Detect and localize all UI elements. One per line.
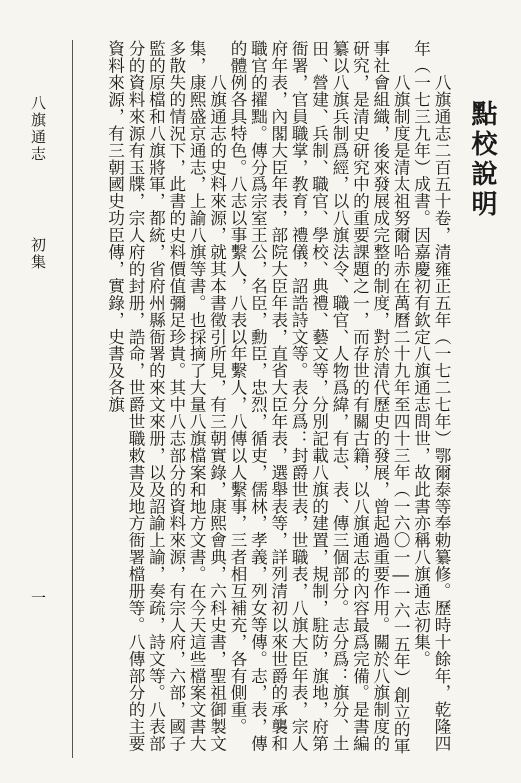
text-line: 職官的擢黜。傳分爲宗室王公，名臣，勳臣，忠烈，循吏，儒林，孝義，列女等傳。志，表，傳 (248, 40, 268, 752)
text-line: 研究，是清史研究中的重要課題之一，而存世的有關古籍，以八旗通志的內容最爲完備。是書編 (350, 40, 370, 752)
text-line: 纂以八旗兵制爲經，以八旗法令、職官、人物爲緯，有志、表、傳三個部分。志分爲：旗分、土 (330, 40, 349, 752)
text-line: 的體例各具特色。八志以事繫人，八表以年繫人，八傳以人繫事，三者相互補充，各有側重。 (228, 40, 247, 735)
text-line: 監的原檔和八旗將軍，都統，省府州縣衙署的來文來册，以及詔諭上諭，奏疏，詩文等。八表部 (146, 40, 166, 752)
text-line: 多散失的情況下，此書的史料價值彌足珍貴。其中八志部分的資料來源，有宗人府，六部，國子 (166, 40, 186, 752)
text-line: 府年表，內閣大臣年表，部院大臣年表，直省大臣年表，選舉表等，詳列清初以來世爵的承襲和 (268, 40, 288, 752)
margin-collection: 初集 (29, 237, 47, 271)
text-line: 八旗制度是清太祖努爾哈赤在萬曆二十九年至四十三年（一六〇一―一六一五年）創立的軍 (391, 40, 411, 755)
text-line: 事社會組織，後來發展成完整的制度，對於清代歷史的發展，曾起過重要作用。關於八旗制度的 (370, 40, 390, 752)
text-line: 集，康熙盛京通志，上諭八旗等書。也採摘了大量八旗檔案和地方文書。在今天這些檔案文書大 (187, 40, 207, 752)
text-line: 田、營建、兵制、職官、學校、典禮、藝文等，分別記載八旗的建置，規制，駐防，旗地，府第 (309, 40, 329, 752)
text-line: 分的資料來源有玉牒，宗人府的封册，誥命，世爵世職敕書及地方衙署檔册等。八傳部分的主要 (126, 40, 145, 752)
page-number: 一 (29, 590, 47, 605)
text-line: 資料來源，有三朝國史功臣傳，實錄，史書及各旗 (105, 40, 125, 413)
text-line: 八旗通志的史料來源，就其本書徵引所見，有三朝實錄，康熙會典，六科史書，聖祖御製文 (207, 40, 227, 752)
text-line: 年（一七三九年）成書。因嘉慶初有欽定八旗通志問世，故此書亦稱八旗通志初集。 (411, 40, 431, 668)
margin-rule (72, 40, 73, 758)
text-line: 衙署，官員職掌，教育，禮儀，詔誥詩文等。表分爲：封爵世表，世職表，八旗大臣年表，宗人 (289, 40, 309, 752)
text-line: 八旗通志二百五十卷，清雍正五年（一七二七年）鄂爾泰等奉勅纂修。歷時十餘年，乾隆四 (432, 40, 451, 752)
margin-book-title: 八旗通志 (29, 95, 47, 163)
page-title: 點校說明 (467, 100, 497, 220)
